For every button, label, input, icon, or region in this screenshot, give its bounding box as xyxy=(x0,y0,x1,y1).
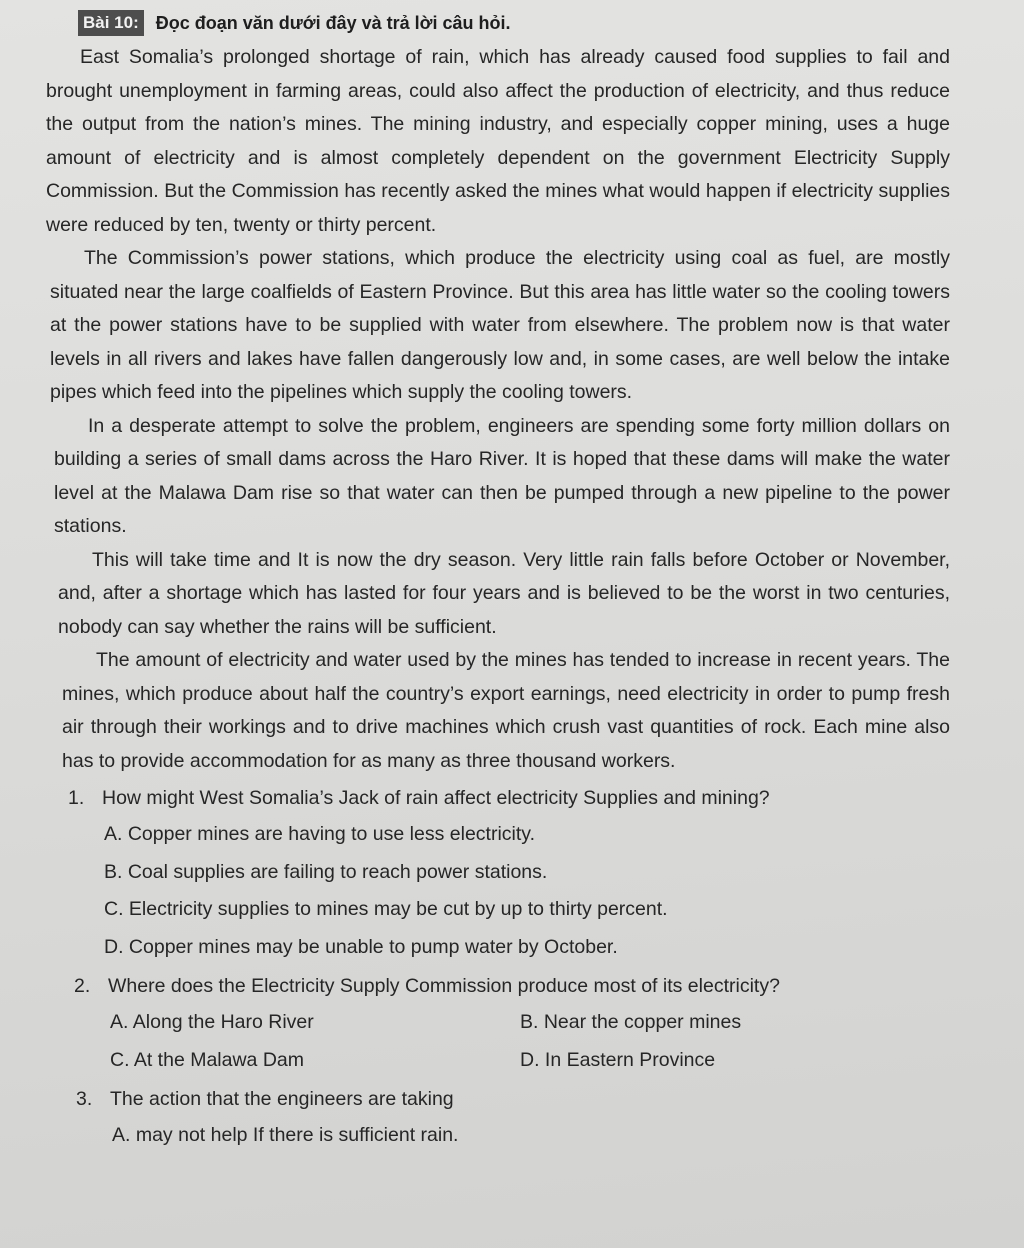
option-c[interactable]: C. At the Malawa Dam xyxy=(110,1048,304,1071)
passage-paragraph-4: This will take time and It is now the dry season. Very little rain falls before October or November, and, after a shortage which has lasted for four years and is believed to be the worst in two centuries, nobody can say whether the rains will be sufficient. xyxy=(58,548,950,638)
question-text: How might West Somalia’s Jack of rain affect electricity Supplies and mining? xyxy=(102,787,770,809)
option-a[interactable]: A. Copper mines are having to use less electricity. xyxy=(104,823,535,845)
question-number: 2. xyxy=(74,975,91,997)
exercise-header xyxy=(78,8,950,38)
option-d[interactable]: D. In Eastern Province xyxy=(520,1048,716,1071)
passage-paragraph-3: In a desperate attempt to solve the problem, engineers are spending some forty million dollars on building a series of small dams across the Haro River. It is hoped that these dams will make the water level at the Malawa Dam rise so that water can then be pumped through a new pipeline to the power stations. xyxy=(54,414,950,537)
question-1 xyxy=(68,780,950,816)
option-b[interactable]: B. Coal supplies are failing to reach power stations. xyxy=(104,860,548,883)
question-3 xyxy=(76,1081,950,1117)
question-number: 3. xyxy=(76,1088,93,1110)
question-1-options xyxy=(104,816,950,966)
question-3-options xyxy=(112,1117,950,1155)
passage-paragraph-2: The Commission’s power stations, which produce the electricity using coal as fuel, are mostly situated near the large coalfields of Eastern Province. But this area has little water so the cooling towers at the power stations have to be supplied with water from elsewhere. The problem now is that water levels in all rivers and lakes have fallen dangerously low and, in some cases, are well below the intake pipes which feed into the pipelines which supply the cooling towers. xyxy=(50,247,950,403)
exercise-label: Bài 10: xyxy=(78,10,144,36)
passage-paragraph-1: East Somalia’s prolonged shortage of rain, which has already caused food supplies to fail and brought unemployment in farming areas, could also affect the production of electricity, and thus reduce the output from the nation’s mines. The mining industry, and especially copper mining, uses a huge amount of electricity and is almost completely dependent on the government Electricity Supply Commission. But the Commission has recently asked the mines what would happen if electricity supplies were reduced by ten, twenty or thirty percent. xyxy=(46,46,950,236)
option-b[interactable]: B. Near the copper mines xyxy=(520,1011,742,1033)
question-text: Where does the Electricity Supply Commission produce most of its electricity? xyxy=(108,975,780,997)
question-text: The action that the engineers are taking xyxy=(110,1088,454,1110)
option-a[interactable]: A. Along the Haro River xyxy=(110,1011,314,1033)
passage-paragraph-5: The amount of electricity and water used by the mines has tended to increase in recent years. The mines, which produce about half the country’s export earnings, need electricity in order to pump fresh air through their workings and to drive machines which crush vast quantities of rock. Each mine also has to provide accommodation for as many as three thousand workers. xyxy=(62,649,950,772)
option-a[interactable]: A. may not help If there is sufficient rain. xyxy=(112,1124,459,1146)
option-c[interactable]: C. Electricity supplies to mines may be cut by up to thirty percent. xyxy=(104,898,668,920)
question-2-options xyxy=(110,1004,950,1079)
question-2 xyxy=(74,968,950,1004)
question-number: 1. xyxy=(68,787,85,809)
option-d[interactable]: D. Copper mines may be unable to pump water by October. xyxy=(104,935,618,958)
exercise-instruction: Đọc đoạn văn dưới đây và trả lời câu hỏi. xyxy=(155,12,511,33)
